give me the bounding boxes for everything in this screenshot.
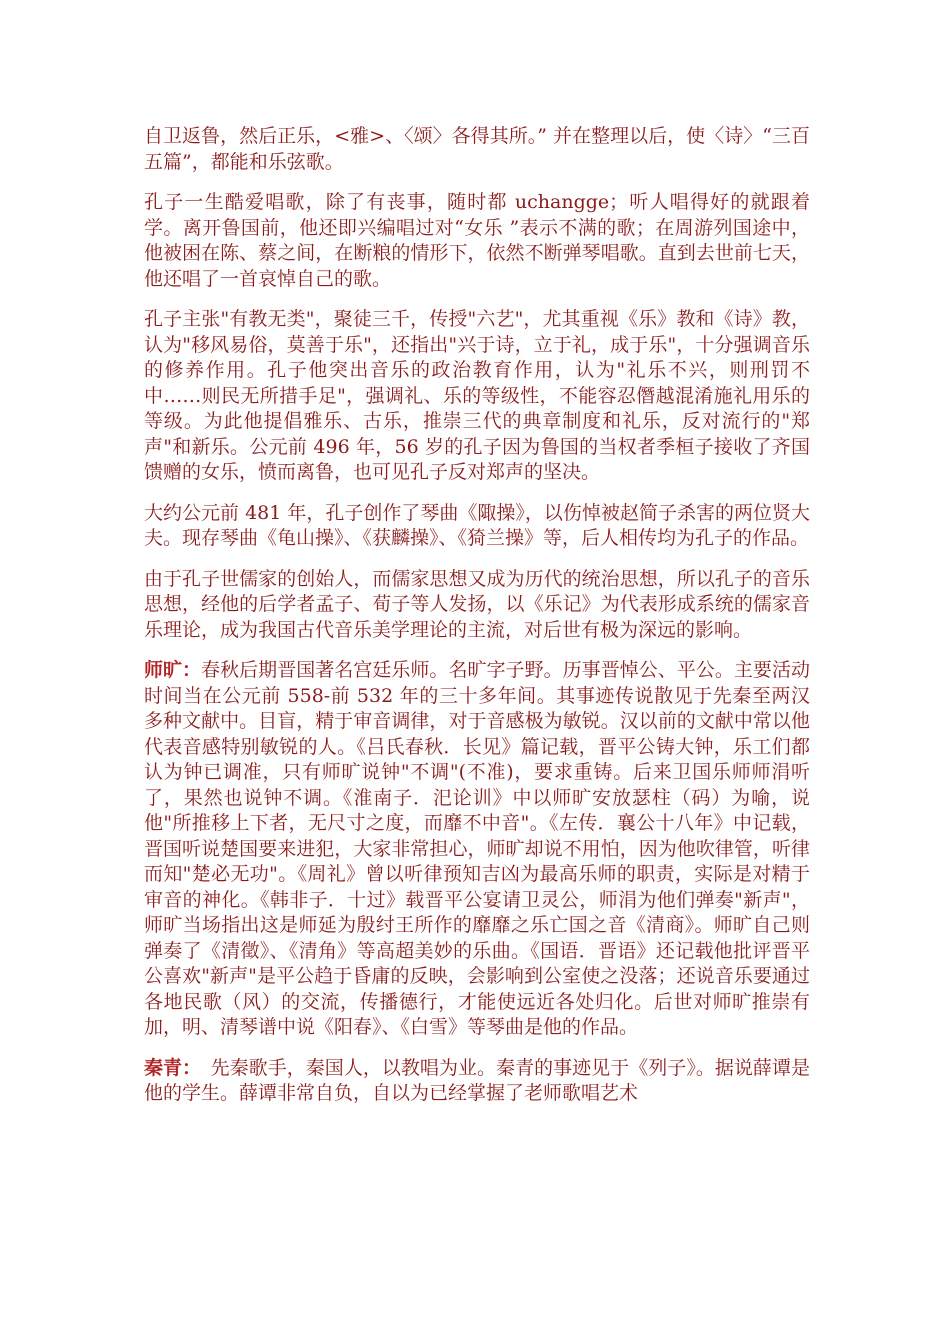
paragraph-shikuang-text: 春秋后期晋国著名宫廷乐师。名旷字子野。历事晋悼公、平公。主要活动时间当在公元前 558-前 532 年的三十多年间。其事迹传说散见于先秦至两汉多种文献中。目盲，精于审音调律，对于音感极为敏锐。汉以前的文献中常以他代表音感特别敏锐的人。《吕氏春秋．长见》篇记载，晋平公铸大钟，乐工们都认为钟已调准，只有师旷说钟"不调"(不准)，要求重铸。后来卫国乐师师涓听了，果然也说钟不调。《淮南子．汜论训》中以师旷安放瑟柱（码）为喻，说他"所推移上下者，无尺寸之度，而靡不中音"。《左传．襄公十八年》中记载，晋国听说楚国要来进犯，大家非常担心，师旷却说不用怕，因为他吹律管，听律而知"楚必无功"。《周礼》曾以听律预知吉凶为最高乐师的职责，实际是对精于审音的神化。《韩非子．十过》载晋平公宴请卫灵公，师涓为他们弹奏"新声"，师旷当场指出这是师延为殷纣王所作的靡靡之乐亡国之音《清商》。师旷自己则弹奏了《清徵》、《清角》等高超美妙的乐曲。《国语．晋语》还记载他批评晋平公喜欢"新声"是平公趋于昏庸的反映，会影响到公室使之没落；还说音乐要通过各地民歌（风）的交流，传播德行，才能使远近各处归化。后世对师旷推崇有加，明、清琴谱中说《阳春》、《白雪》等琴曲是他的作品。 xyxy=(144,659,810,1038)
paragraph-3 xyxy=(144,307,810,486)
paragraph-qinqing-text: 先秦歌手，秦国人，以教唱为业。秦青的事迹见于《列子》。据说薛谭是他的学生。薛谭非常自负，自以为已经掌握了老师歌唱艺术 xyxy=(144,1056,810,1104)
paragraph-5 xyxy=(144,567,810,644)
paragraph-4-text: 大约公元前 481 年，孔子创作了琴曲《陬操》，以伤悼被赵简子杀害的两位贤大夫。现存琴曲《龟山操》、《获麟操》、《猗兰操》等，后人相传均为孔子的作品。 xyxy=(144,501,810,549)
paragraph-2 xyxy=(144,190,810,292)
paragraph-qinqing xyxy=(144,1056,810,1107)
paragraph-3-text: 孔子主张"有教无类"，聚徒三千，传授"六艺"，尤其重视《乐》教和《诗》教，认为"移风易俗，莫善于乐"，还指出"兴于诗，立于礼，成于乐"，十分强调音乐的修养作用。孔子他突出音乐的政治教育作用，认为"礼乐不兴，则刑罚不中……则民无所措手足"，强调礼、乐的等级性，不能容忍僭越混淆施礼用乐的等级。为此他提倡雅乐、古乐，推崇三代的典章制度和礼乐，反对流行的"郑声"和新乐。公元前 496 年，56 岁的孔子因为鲁国的当权者季桓子接收了齐国馈赠的女乐，愤而离鲁，也可见孔子反对郑声的坚决。 xyxy=(144,308,810,483)
document-body xyxy=(144,124,810,1122)
entry-name-shikuang: 师旷： xyxy=(144,659,202,681)
paragraph-1 xyxy=(144,124,810,175)
paragraph-1-text: 自卫返鲁，然后正乐，<雅>、〈颂〉各得其所。” 并在整理以后，使〈诗〉“三百五篇”，都能和乐弦歌。 xyxy=(144,125,810,173)
paragraph-4 xyxy=(144,501,810,552)
entry-name-qinqing: 秦青： xyxy=(144,1056,192,1079)
paragraph-shikuang xyxy=(144,658,810,1041)
paragraph-5-text: 由于孔子世儒家的创始人，而儒家思想又成为历代的统治思想，所以孔子的音乐思想，经他的后学者孟子、荀子等人发扬，以《乐记》为代表形成系统的儒家音乐理论，成为我国古代音乐美学理论的主流，对后世有极为深远的影响。 xyxy=(144,567,810,641)
paragraph-2-text: 孔子一生酷爱唱歌，除了有丧事，随时都 uchangge；听人唱得好的就跟着学。离开鲁国前，他还即兴编唱过对“女乐 ”表示不满的歌；在周游列国途中，他被困在陈、蔡之间，在断粮的情形下，依然不断弹琴唱歌。直到去世前七天，他还唱了一首哀悼自己的歌。 xyxy=(144,191,810,290)
